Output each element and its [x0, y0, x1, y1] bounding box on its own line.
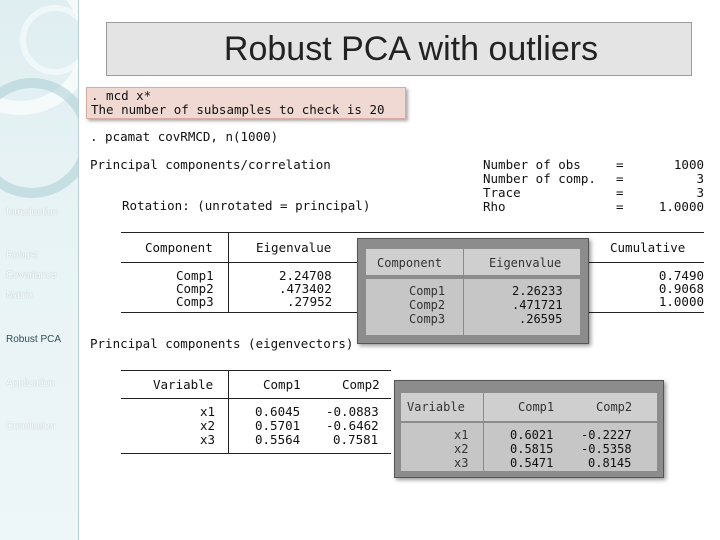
slide-title: Robust PCA with outliers	[223, 29, 599, 68]
table-rule	[228, 370, 229, 453]
overlay-eigenvalue: .471721	[512, 298, 563, 312]
overlay-comp2: -0.5358	[581, 442, 632, 456]
table-rule	[121, 370, 391, 371]
overlay-header-comp2: Comp2	[596, 400, 633, 414]
vec-row-comp2: 0.7581	[333, 432, 379, 447]
eig-row-value: .27952	[287, 294, 333, 309]
sidebar-item-matrix[interactable]: Matrix	[6, 290, 34, 301]
stat-value: 1.0000	[658, 199, 704, 214]
overlay-comp: Comp3	[409, 312, 446, 326]
eig-row-cumulative: 0.7490	[658, 268, 704, 283]
command-pcamat: . pcamat covRMCD, n(1000)	[90, 129, 279, 144]
overlay-comp1: 0.5815	[510, 442, 554, 456]
overlay-var: x1	[454, 428, 469, 442]
eig-header-eigenvalue: Eigenvalue	[256, 240, 332, 255]
eig-row-cumulative: 0.9068	[658, 281, 704, 296]
stat-sep: =	[616, 199, 624, 214]
vec-row-var: x2	[200, 418, 216, 433]
eig-row-value: .473402	[279, 281, 332, 296]
sidebar-item-robust-pca[interactable]: Robust PCA	[6, 334, 62, 345]
sidebar-item-application[interactable]: Application	[6, 378, 55, 389]
overlay-var: x3	[454, 456, 469, 470]
eig-row-value: 2.24708	[279, 268, 332, 283]
vec-row-comp2: -0.0883	[326, 404, 379, 419]
robust-eigenvalue-overlay	[357, 238, 589, 344]
overlay-divider	[483, 393, 484, 471]
overlay-divider	[463, 249, 464, 335]
overlay-header-variable: Variable	[407, 400, 465, 414]
vec-header-comp1: Comp1	[263, 377, 301, 392]
decorative-ring	[0, 78, 79, 198]
overlay-header-component: Component	[377, 256, 443, 270]
table-rule	[228, 232, 229, 312]
eig-row-comp: Comp1	[176, 268, 214, 283]
table-rule	[121, 398, 391, 399]
eig-row-comp: Comp2	[176, 281, 214, 296]
overlay-comp2: 0.8145	[588, 456, 632, 470]
stat-label: Trace	[483, 185, 521, 200]
overlay-eigenvalue: .26595	[519, 312, 563, 326]
overlay-comp: Comp1	[409, 284, 446, 298]
vec-header-variable: Variable	[153, 377, 214, 392]
pca-header: Principal components/correlation	[90, 157, 331, 172]
stat-sep: =	[616, 157, 624, 172]
vec-header-comp2: Comp2	[342, 377, 380, 392]
stat-value: 1000	[673, 157, 704, 172]
sidebar-item-conclusion[interactable]: Conclusion	[6, 421, 56, 432]
stat-label: Number of obs	[483, 157, 581, 172]
stat-value: 3	[696, 171, 704, 186]
sidebar-item-introduction[interactable]: Introduction	[6, 207, 59, 218]
stat-sep: =	[616, 171, 624, 186]
vec-row-comp1: 0.5701	[255, 418, 301, 433]
stat-sep: =	[616, 185, 624, 200]
overlay-header-eigenvalue: Eigenvalue	[489, 256, 562, 270]
table-rule	[121, 453, 391, 454]
command-mcd: . mcd x*	[91, 88, 152, 103]
overlay-header-comp1: Comp1	[518, 400, 555, 414]
title-box	[106, 22, 692, 76]
overlay-var: x2	[454, 442, 469, 456]
overlay-comp2: -0.2227	[581, 428, 632, 442]
eig-row-comp: Comp3	[176, 294, 214, 309]
vec-row-comp1: 0.6045	[255, 404, 301, 419]
table-rule	[121, 232, 704, 233]
command-box	[86, 87, 406, 119]
rotation-line: Rotation: (unrotated = principal)	[122, 198, 371, 213]
sidebar-item-robust[interactable]: Robust	[6, 250, 38, 261]
overlay-comp: Comp2	[409, 298, 446, 312]
vec-row-comp2: -0.6462	[326, 418, 379, 433]
eigenvector-header: Principal components (eigenvectors)	[90, 336, 354, 351]
overlay-comp1: 0.5471	[510, 456, 554, 470]
stat-value: 3	[696, 185, 704, 200]
stat-label: Rho	[483, 199, 506, 214]
eig-header-component: Component	[145, 240, 213, 255]
eig-header-cumulative: Cumulative	[610, 240, 686, 255]
eig-row-cumulative: 1.0000	[658, 294, 704, 309]
command-output: The number of subsamples to check is 20	[91, 102, 385, 117]
vec-row-comp1: 0.5564	[255, 432, 301, 447]
robust-eigenvector-overlay	[394, 380, 664, 478]
vec-row-var: x3	[200, 432, 216, 447]
stat-label: Number of comp.	[483, 171, 596, 186]
vec-row-var: x1	[200, 404, 216, 419]
overlay-comp1: 0.6021	[510, 428, 554, 442]
overlay-eigenvalue: 2.26233	[512, 284, 563, 298]
sidebar-item-covariance[interactable]: Covariance	[6, 270, 57, 281]
sidebar	[0, 0, 79, 540]
